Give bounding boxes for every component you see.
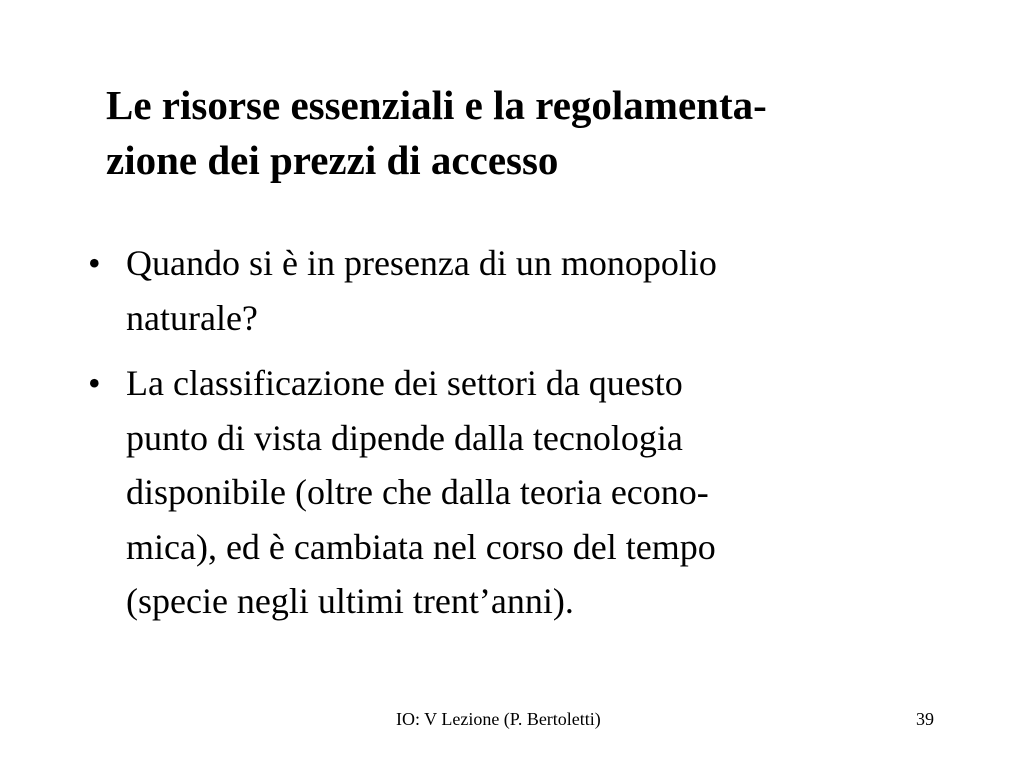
slide-title (106, 78, 986, 188)
bullet-text-line: naturale? (126, 297, 258, 338)
bullet-text-line: La classificazione dei settori da questo (126, 363, 683, 403)
bullet-text-line: mica), ed è cambiata nel corso del tempo (126, 526, 716, 567)
bullet-icon: • (88, 363, 101, 403)
bullet-list (88, 236, 988, 640)
bullet-text-line: Quando si è in presenza di un monopolio (126, 243, 717, 283)
slide-footer: IO: V Lezione (P. Bertoletti) (396, 709, 601, 729)
bullet-text-line: (specie negli ultimi trent’anni). (126, 581, 574, 621)
bullet-item (88, 236, 988, 345)
bullet-text-line: disponibile (oltre che dalla teoria econo- (126, 472, 709, 512)
bullet-icon: • (88, 243, 101, 283)
page-number: 39 (916, 709, 934, 729)
slide-title-line: zione dei prezzi di accesso (106, 137, 559, 183)
bullet-item (88, 356, 988, 629)
slide-title-line: Le risorse essenziali e la regolamenta- (106, 82, 767, 128)
bullet-text-line: punto di vista dipende dalla tecnologia (126, 417, 683, 458)
